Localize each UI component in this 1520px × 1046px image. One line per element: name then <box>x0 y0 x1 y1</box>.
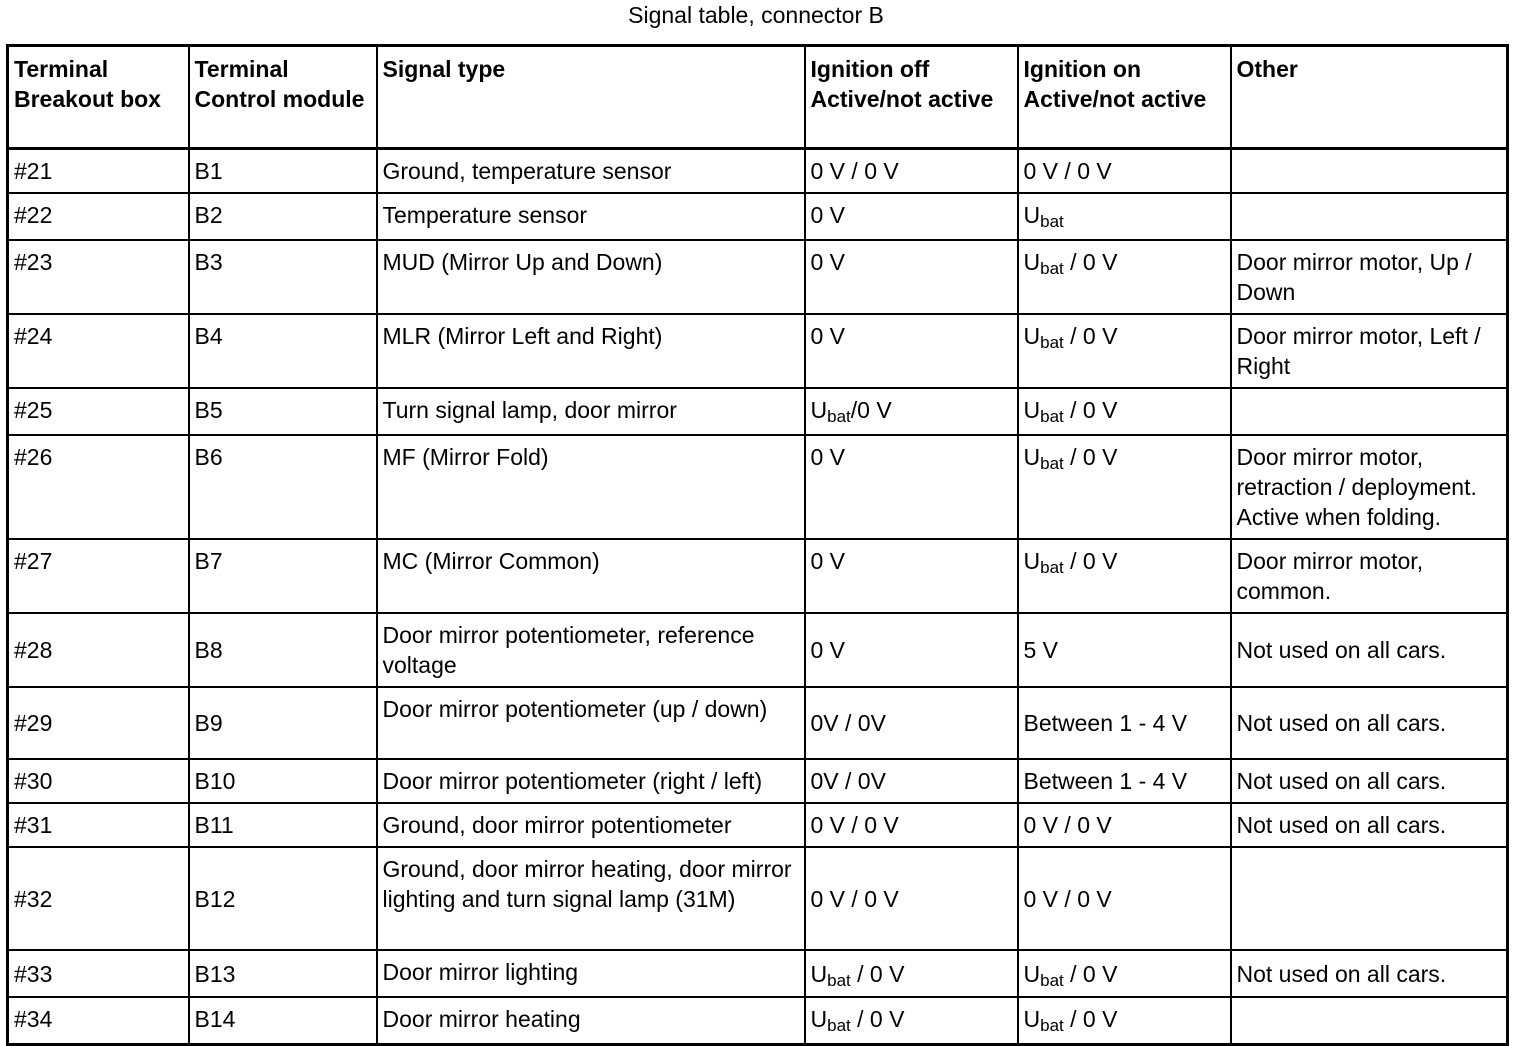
cell-other <box>1231 997 1508 1044</box>
cell-other: Door mirror motor, Up / Down <box>1231 240 1508 314</box>
cell-breakout: #21 <box>8 149 189 194</box>
table-caption: Signal table, connector B <box>628 2 884 28</box>
cell-signal: Door mirror potentiometer (up / down) <box>377 687 805 759</box>
cell-control: B6 <box>189 435 377 539</box>
signal-table <box>6 44 1509 1046</box>
cell-off: 0 V / 0 V <box>805 847 1018 950</box>
cell-signal: Ground, temperature sensor <box>377 149 805 194</box>
cell-signal: MC (Mirror Common) <box>377 539 805 613</box>
cell-signal: Ground, door mirror heating, door mirror lighting and turn signal lamp (31M) <box>377 847 805 950</box>
cell-signal: MUD (Mirror Up and Down) <box>377 240 805 314</box>
cell-other: Door mirror motor, common. <box>1231 539 1508 613</box>
cell-other: Not used on all cars. <box>1231 687 1508 759</box>
cell-other: Door mirror motor, retraction / deployment. Active when folding. <box>1231 435 1508 539</box>
table-body <box>8 149 1508 1045</box>
table-row <box>8 613 1508 687</box>
cell-off: 0V / 0V <box>805 759 1018 803</box>
cell-control: B11 <box>189 803 377 847</box>
cell-breakout: #24 <box>8 314 189 388</box>
cell-other: Not used on all cars. <box>1231 950 1508 997</box>
cell-on: $U_{bat} / 0$ V <box>1018 950 1231 997</box>
table-row <box>8 435 1508 539</box>
table-row <box>8 388 1508 435</box>
header-ignition-off: Ignition off Active/not active <box>805 46 1018 149</box>
table-row <box>8 193 1508 240</box>
cell-control: B12 <box>189 847 377 950</box>
cell-off: 0 V <box>805 193 1018 240</box>
cell-other <box>1231 193 1508 240</box>
cell-off: $U_{bat} / 0$ V <box>805 997 1018 1044</box>
cell-off: 0 V / 0 V <box>805 149 1018 194</box>
cell-control: B1 <box>189 149 377 194</box>
cell-control: B5 <box>189 388 377 435</box>
cell-signal: Temperature sensor <box>377 193 805 240</box>
cell-signal: Door mirror potentiometer, reference voltage <box>377 613 805 687</box>
cell-breakout: #32 <box>8 847 189 950</box>
cell-on: $U_{bat} / 0$ V <box>1018 314 1231 388</box>
cell-breakout: #23 <box>8 240 189 314</box>
cell-off: 0 V <box>805 539 1018 613</box>
cell-other: Not used on all cars. <box>1231 803 1508 847</box>
cell-off: 0 V <box>805 314 1018 388</box>
cell-control: B4 <box>189 314 377 388</box>
cell-off: 0 V <box>805 613 1018 687</box>
table-row <box>8 803 1508 847</box>
cell-signal: Ground, door mirror potentiometer <box>377 803 805 847</box>
cell-on: $U_{bat} / 0$ V <box>1018 435 1231 539</box>
cell-control: B8 <box>189 613 377 687</box>
table-row <box>8 687 1508 759</box>
cell-off: $U_{bat}/0$ V <box>805 388 1018 435</box>
cell-control: B10 <box>189 759 377 803</box>
cell-control: B3 <box>189 240 377 314</box>
cell-other <box>1231 388 1508 435</box>
header-row <box>8 46 1508 149</box>
header-other: Other <box>1231 46 1508 149</box>
cell-breakout: #30 <box>8 759 189 803</box>
header-ignition-on: Ignition on Active/not active <box>1018 46 1231 149</box>
cell-breakout: #34 <box>8 997 189 1044</box>
cell-breakout: #29 <box>8 687 189 759</box>
cell-signal: Door mirror potentiometer (right / left) <box>377 759 805 803</box>
table-row <box>8 997 1508 1044</box>
header-signal-type: Signal type <box>377 46 805 149</box>
table-row <box>8 847 1508 950</box>
cell-on: $U_{bat} / 0$ V <box>1018 240 1231 314</box>
cell-off: 0 V <box>805 435 1018 539</box>
cell-off: 0V / 0V <box>805 687 1018 759</box>
cell-on: Between 1 - 4 V <box>1018 759 1231 803</box>
table-row <box>8 950 1508 997</box>
cell-signal: MLR (Mirror Left and Right) <box>377 314 805 388</box>
cell-off: $U_{bat} / 0$ V <box>805 950 1018 997</box>
cell-breakout: #31 <box>8 803 189 847</box>
cell-breakout: #25 <box>8 388 189 435</box>
table-row <box>8 539 1508 613</box>
table-row <box>8 759 1508 803</box>
cell-on: $U_{bat} / 0$ V <box>1018 997 1231 1044</box>
cell-signal: Turn signal lamp, door mirror <box>377 388 805 435</box>
cell-on: $U_{bat} / 0$ V <box>1018 388 1231 435</box>
cell-control: B7 <box>189 539 377 613</box>
header-terminal-breakout: Terminal Breakout box <box>8 46 189 149</box>
table-row <box>8 240 1508 314</box>
cell-other <box>1231 149 1508 194</box>
cell-control: B14 <box>189 997 377 1044</box>
cell-breakout: #22 <box>8 193 189 240</box>
cell-other: Not used on all cars. <box>1231 759 1508 803</box>
cell-on: 5 V <box>1018 613 1231 687</box>
table-row <box>8 149 1508 194</box>
cell-other <box>1231 847 1508 950</box>
cell-control: B13 <box>189 950 377 997</box>
cell-control: B9 <box>189 687 377 759</box>
cell-signal: Door mirror heating <box>377 997 805 1044</box>
cell-breakout: #33 <box>8 950 189 997</box>
cell-signal: MF (Mirror Fold) <box>377 435 805 539</box>
table-row <box>8 314 1508 388</box>
cell-other: Door mirror motor, Left / Right <box>1231 314 1508 388</box>
cell-other: Not used on all cars. <box>1231 613 1508 687</box>
cell-on: 0 V / 0 V <box>1018 847 1231 950</box>
cell-on: 0 V / 0 V <box>1018 803 1231 847</box>
cell-breakout: #26 <box>8 435 189 539</box>
cell-breakout: #28 <box>8 613 189 687</box>
cell-on: $U_{bat}$ <box>1018 193 1231 240</box>
cell-on: 0 V / 0 V <box>1018 149 1231 194</box>
cell-off: 0 V <box>805 240 1018 314</box>
cell-on: $U_{bat} / 0$ V <box>1018 539 1231 613</box>
header-terminal-control: Terminal Control module <box>189 46 377 149</box>
cell-signal: Door mirror lighting <box>377 950 805 997</box>
cell-breakout: #27 <box>8 539 189 613</box>
cell-off: 0 V / 0 V <box>805 803 1018 847</box>
cell-control: B2 <box>189 193 377 240</box>
cell-on: Between 1 - 4 V <box>1018 687 1231 759</box>
